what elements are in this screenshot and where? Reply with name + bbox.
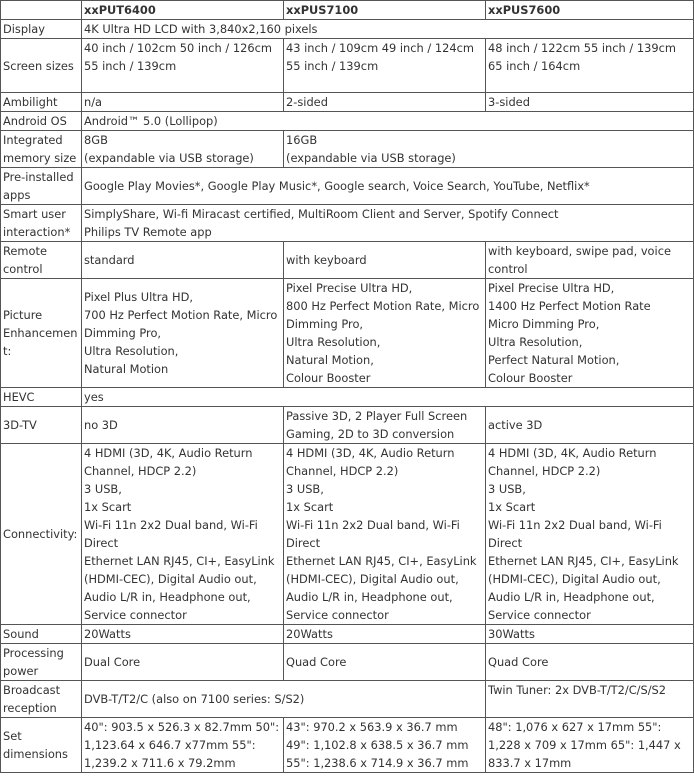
table-row xyxy=(1,39,694,93)
cell-6400: 40": 903.5 x 526.3 x 82.7mm 50": 1,123.64 x 646.7 x77mm 55": 1,239.2 x 711.6 x 79.2mm xyxy=(82,718,284,773)
row-value: Google Play Movies*, Google Play Music*, Google search, Voice Search, YouTube, Netflix* xyxy=(82,168,694,205)
cell-7100: 20Watts xyxy=(284,625,486,644)
cell-7600: with keyboard, swipe pad, voice control xyxy=(486,242,694,279)
header-model-7600: xxPUS7600 xyxy=(486,1,694,20)
cell-7100: Passive 3D, 2 Player Full Screen Gaming, 2D to 3D conversion xyxy=(284,407,486,444)
table-row xyxy=(1,718,694,773)
row-value: 4K Ultra HD LCD with 3,840x2,160 pixels xyxy=(82,20,694,39)
cell-7100-7600: 16GB (expandable via USB storage) xyxy=(284,131,694,168)
row-label: Remote control xyxy=(1,242,82,279)
row-label: Smart user interaction* xyxy=(1,205,82,242)
cell-6400: 40 inch / 102cm 50 inch / 126cm 55 inch / 139cm xyxy=(82,39,284,93)
table-row xyxy=(1,407,694,444)
table-row xyxy=(1,681,694,718)
table-row xyxy=(1,644,694,681)
cell-7600: 4 HDMI (3D, 4K, Audio Return Channel, HDCP 2.2) 3 USB, 1x Scart Wi-Fi 11n 2x2 Dual band, Wi-Fi Direct Ethernet LAN RJ45, CI+, EasyLink (HDMI-CEC), Digital Audio out, Audio L/R in, Headphone out, Service connector xyxy=(486,444,694,625)
cell-7600: 48 inch / 122cm 55 inch / 139cm 65 inch / 164cm xyxy=(486,39,694,93)
cell-7600: 48": 1,076 x 627 x 17mm 55": 1,228 x 709 x 17mm 65": 1,447 x 833.7 x 17mm xyxy=(486,718,694,773)
header-row xyxy=(1,1,694,20)
table-row xyxy=(1,388,694,407)
cell-7600: 30Watts xyxy=(486,625,694,644)
cell-7100: 43 inch / 109cm 49 inch / 124cm 55 inch / 139cm xyxy=(284,39,486,93)
row-label: 3D-TV xyxy=(1,407,82,444)
row-label: Set dimensions xyxy=(1,718,82,773)
table-row xyxy=(1,205,694,242)
row-label: Processing power xyxy=(1,644,82,681)
table-row xyxy=(1,279,694,388)
table-row xyxy=(1,131,694,168)
cell-7100: Quad Core xyxy=(284,644,486,681)
cell-7600: active 3D xyxy=(486,407,694,444)
row-label: Integrated memory size xyxy=(1,131,82,168)
row-label: Android OS xyxy=(1,112,82,131)
cell-7100: 43": 970.2 x 563.9 x 36.7 mm 49": 1,102.8 x 638.5 x 36.7 mm 55": 1,238.6 x 714.9 x 36.7 mm xyxy=(284,718,486,773)
table-row xyxy=(1,168,694,205)
cell-6400: n/a xyxy=(82,93,284,112)
row-label: Pre-installed apps xyxy=(1,168,82,205)
cell-7600: Pixel Precise Ultra HD, 1400 Hz Perfect Motion Rate Micro Dimming Pro, Ultra Resolution, Perfect Natural Motion, Colour Booster xyxy=(486,279,694,388)
cell-6400: Dual Core xyxy=(82,644,284,681)
cell-7100: 4 HDMI (3D, 4K, Audio Return Channel, HDCP 2.2) 3 USB, 1x Scart Wi-Fi 11n 2x2 Dual band, Wi-Fi Direct Ethernet LAN RJ45, CI+, EasyLink (HDMI-CEC), Digital Audio out, Audio L/R in, Headphone out, Service connector xyxy=(284,444,486,625)
cell-6400-7100: DVB-T/T2/C (also on 7100 series: S/S2) xyxy=(82,681,486,718)
cell-7100: 2-sided xyxy=(284,93,486,112)
row-value: yes xyxy=(82,388,694,407)
row-label: Broadcast reception xyxy=(1,681,82,718)
cell-6400: Pixel Plus Ultra HD, 700 Hz Perfect Motion Rate, Micro Dimming Pro, Ultra Resolution, Natural Motion xyxy=(82,279,284,388)
row-label: Sound xyxy=(1,625,82,644)
row-label: Picture Enhancement: xyxy=(1,279,82,388)
table-row xyxy=(1,93,694,112)
table-row xyxy=(1,20,694,39)
cell-7600: 3-sided xyxy=(486,93,694,112)
cell-7600: Twin Tuner: 2x DVB-T/T2/C/S/S2 xyxy=(486,681,694,718)
header-blank xyxy=(1,1,82,20)
cell-7100: with keyboard xyxy=(284,242,486,279)
table-row xyxy=(1,242,694,279)
cell-6400: 20Watts xyxy=(82,625,284,644)
cell-6400: no 3D xyxy=(82,407,284,444)
table-row xyxy=(1,625,694,644)
cell-7100: Pixel Precise Ultra HD, 800 Hz Perfect Motion Rate, Micro Dimming Pro, Ultra Resolution, Natural Motion, Colour Booster xyxy=(284,279,486,388)
table-row xyxy=(1,112,694,131)
row-label: Ambilight xyxy=(1,93,82,112)
cell-6400: 8GB (expandable via USB storage) xyxy=(82,131,284,168)
row-value: SimplyShare, Wi-fi Miracast certified, MultiRoom Client and Server, Spotify Connect Philips TV Remote app xyxy=(82,205,694,242)
row-label: Connectivity: xyxy=(1,444,82,625)
cell-6400: standard xyxy=(82,242,284,279)
cell-6400: 4 HDMI (3D, 4K, Audio Return Channel, HDCP 2.2) 3 USB, 1x Scart Wi-Fi 11n 2x2 Dual band, Wi-Fi Direct Ethernet LAN RJ45, CI+, EasyLink (HDMI-CEC), Digital Audio out, Audio L/R in, Headphone out, Service connector xyxy=(82,444,284,625)
row-value: Android™ 5.0 (Lollipop) xyxy=(82,112,694,131)
row-label: Display xyxy=(1,20,82,39)
header-model-7100: xxPUS7100 xyxy=(284,1,486,20)
header-model-6400: xxPUT6400 xyxy=(82,1,284,20)
cell-7600: Quad Core xyxy=(486,644,694,681)
row-label: HEVC xyxy=(1,388,82,407)
row-label: Screen sizes xyxy=(1,39,82,93)
table-row xyxy=(1,444,694,625)
